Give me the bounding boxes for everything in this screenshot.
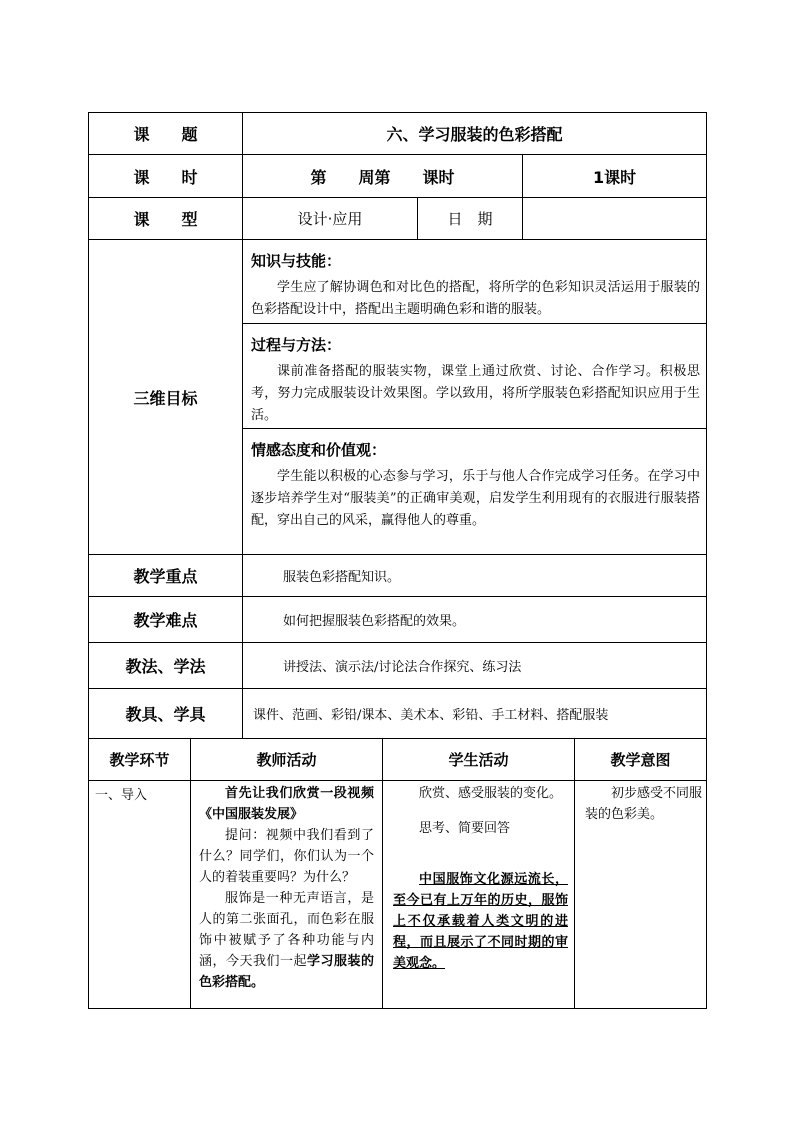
header-intent: 教学意图 — [575, 739, 707, 781]
student-cell — [383, 781, 575, 1009]
teacher-cell — [191, 781, 383, 1009]
teacher-text: 提问：视频中我们看到了什么？同学们，你们认为一个人的着装重要吗？为什么？ — [199, 828, 374, 885]
intent-text: 初步感受不同服装的色彩美。 — [585, 786, 703, 822]
topic-label: 课 题 — [89, 113, 243, 155]
header-stage: 教学环节 — [89, 739, 191, 781]
header-student: 学生活动 — [383, 739, 575, 781]
period-count: 1课时 — [523, 155, 707, 198]
period-label: 课 时 — [89, 155, 243, 198]
tools-value: 课件、范画、彩铅/课本、美术本、彩铅、手工材料、搭配服装 — [243, 689, 707, 739]
teacher-text-bold: 学习服装的色彩搭配。 — [199, 954, 374, 990]
goal-knowledge — [243, 240, 706, 324]
goal-heading: 过程与方法： — [251, 336, 342, 354]
goal-body: 课前准备搭配的服装实物，课堂上通过欣赏、讨论、合作学习。积极思考，努力完成服装设计效果图。学以致用，将所学服装色彩搭配知识应用于生活。 — [251, 364, 701, 423]
period-value: 第 周第 课时 — [243, 155, 523, 198]
date-value — [523, 198, 707, 240]
goal-attitude — [243, 429, 706, 554]
method-label: 教法、学法 — [89, 643, 243, 689]
intent-cell — [575, 781, 707, 1009]
topic-value: 六、学习服装的色彩搭配 — [243, 113, 707, 155]
student-text: 中国服饰文化源远流长，至今已有上万年的历史，服饰上不仅承载着人类文明的进程，而且展示了不同时期的审美观念。 — [393, 872, 568, 971]
stage-cell: 一、导入 — [89, 781, 191, 1009]
goals-cell — [243, 240, 707, 555]
goal-process — [243, 324, 706, 429]
goals-label: 三维目标 — [89, 240, 243, 555]
teacher-text-plain: 服饰是一种无声语言，是人的第二张面孔，而色彩在服饰中被赋予了各种功能与内涵，今天我们一起 — [199, 891, 374, 969]
difficulty-label: 教学难点 — [89, 597, 243, 643]
lesson-info-table — [88, 112, 707, 739]
process-table — [88, 738, 707, 1009]
student-text: 思考、简要回答 — [419, 821, 511, 836]
student-text: 欣赏、感受服装的变化。 — [419, 786, 563, 801]
date-label: 日 期 — [418, 198, 523, 240]
goal-body: 学生能以积极的心态参与学习，乐于与他人合作完成学习任务。在学习中逐步培养学生对“服装美”的正确审美观，启发学生利用现有的衣服进行服装搭配，穿出自己的风采，赢得他人的尊重。 — [251, 469, 701, 528]
teacher-text — [199, 888, 374, 993]
difficulty-value: 如何把握服装色彩搭配的效果。 — [243, 597, 707, 643]
key-point-label: 教学重点 — [89, 555, 243, 597]
method-value: 讲授法、演示法/讨论法合作探究、练习法 — [243, 643, 707, 689]
teacher-text: 首先让我们欣赏一段视频《中国服装发展》 — [199, 786, 374, 822]
goal-heading: 情感态度和价值观： — [251, 441, 387, 459]
tools-label: 教具、学具 — [89, 689, 243, 739]
type-label: 课 型 — [89, 198, 243, 240]
goal-body: 学生应了解协调色和对比色的搭配，将所学的色彩知识灵活运用于服装的色彩搭配设计中，搭配出主题明确色彩和谐的服装。 — [251, 280, 701, 317]
table-row — [89, 781, 707, 1009]
header-teacher: 教师活动 — [191, 739, 383, 781]
type-value: 设计·应用 — [243, 198, 418, 240]
goal-heading: 知识与技能： — [251, 252, 342, 270]
key-point-value: 服装色彩搭配知识。 — [243, 555, 707, 597]
